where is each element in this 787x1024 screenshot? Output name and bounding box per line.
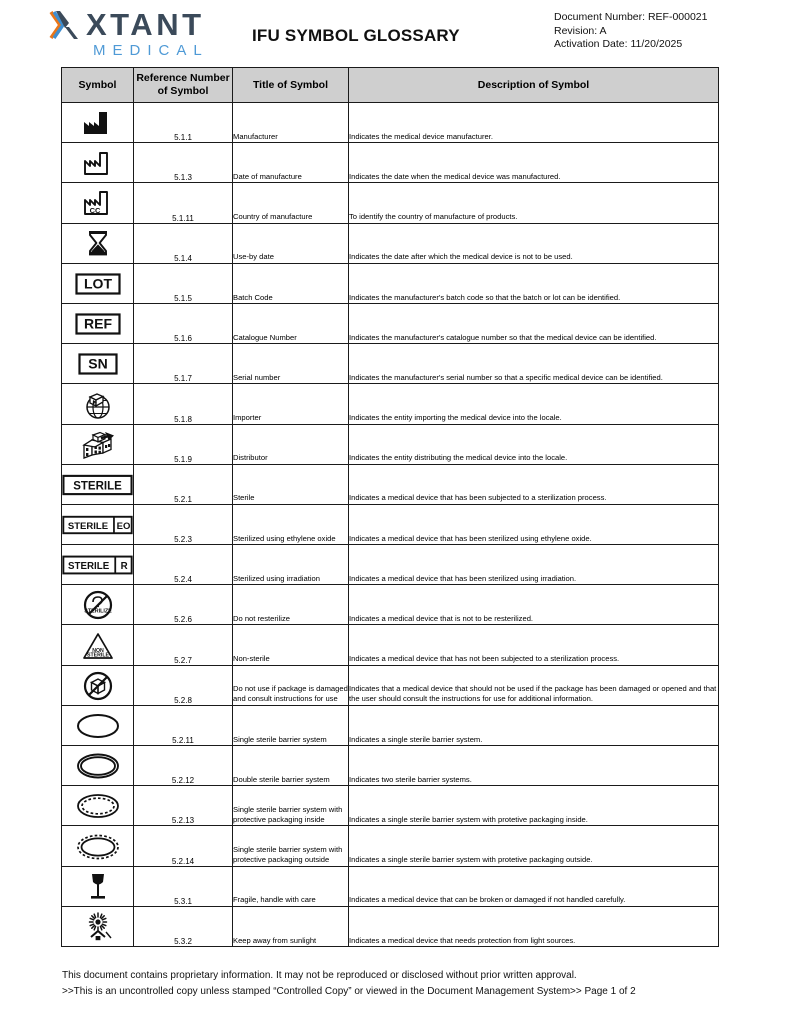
table-row [62, 826, 719, 866]
factory-cc-icon [62, 185, 133, 223]
cell-title: Batch Code [233, 263, 349, 303]
cell-title: Use-by date [233, 223, 349, 263]
svg-text:STERILIZE: STERILIZE [83, 608, 112, 615]
column-header-symbol: Symbol [62, 68, 134, 103]
cell-symbol [62, 103, 134, 143]
table-row [62, 866, 719, 906]
cell-symbol [62, 585, 134, 625]
cell-title: Double sterile barrier system [233, 746, 349, 786]
cell-description: Indicates two sterile barrier systems. [349, 746, 719, 786]
cell-symbol [62, 625, 134, 665]
cell-title: Single sterile barrier system with protective packaging inside [233, 786, 349, 826]
cell-symbol [62, 223, 134, 263]
cell-title: Sterilized using ethylene oxide [233, 504, 349, 544]
page-footer [62, 968, 742, 999]
cell-reference-number: 5.1.1 [134, 103, 233, 143]
table-row [62, 344, 719, 384]
xtant-medical-logo [49, 9, 259, 61]
svg-text:CC: CC [89, 205, 100, 215]
table-row [62, 424, 719, 464]
cell-symbol [62, 303, 134, 343]
svg-text:LOT: LOT [83, 275, 112, 292]
cell-title: Do not use if package is damaged and consult instructions for use [233, 665, 349, 705]
table-row [62, 705, 719, 745]
fragile-glass-icon [62, 868, 133, 906]
cell-reference-number: 5.1.6 [134, 303, 233, 343]
table-row [62, 906, 719, 946]
table-row [62, 464, 719, 504]
cell-symbol [62, 866, 134, 906]
cell-title: Non-sterile [233, 625, 349, 665]
table-row [62, 786, 719, 826]
hourglass-icon [62, 225, 133, 263]
logo-wordmark-text: XTANT [86, 7, 205, 42]
cell-reference-number: 5.1.7 [134, 344, 233, 384]
sterile-r-box-icon [62, 546, 133, 584]
svg-text:SN: SN [87, 355, 108, 372]
cell-description: To identify the country of manufacture of products. [349, 183, 719, 223]
svg-text:NON: NON [91, 647, 104, 654]
cell-description: Indicates the date when the medical device was manufactured. [349, 143, 719, 183]
factory-filled-icon [62, 104, 133, 142]
cell-symbol [62, 344, 134, 384]
cell-reference-number: 5.1.3 [134, 143, 233, 183]
table-row [62, 545, 719, 585]
cell-reference-number: 5.2.14 [134, 826, 233, 866]
cell-description: Indicates a medical device that can be broken or damaged if not handled carefully. [349, 866, 719, 906]
cell-title: Single sterile barrier system [233, 705, 349, 745]
cell-description: Indicates a medical device that has not been subjected to a sterilization process. [349, 625, 719, 665]
cell-description: Indicates the medical device manufacturer. [349, 103, 719, 143]
cell-description: Indicates a medical device that needs protection from light sources. [349, 906, 719, 946]
cell-reference-number: 5.2.13 [134, 786, 233, 826]
cell-description: Indicates a single sterile barrier system with protetive packaging outside. [349, 826, 719, 866]
svg-text:STERILE: STERILE [86, 652, 109, 659]
ref-box-icon [62, 305, 133, 343]
svg-text:STERILE: STERILE [68, 561, 110, 573]
cell-reference-number: 5.3.1 [134, 866, 233, 906]
cell-reference-number: 5.2.1 [134, 464, 233, 504]
logo-wordmark-row [49, 9, 205, 41]
document-meta [554, 11, 708, 52]
svg-text:STERILE: STERILE [73, 480, 122, 493]
cell-reference-number: 5.2.8 [134, 665, 233, 705]
distributor-building-icon [62, 426, 133, 464]
cell-symbol [62, 384, 134, 424]
table-row [62, 263, 719, 303]
cell-title: Single sterile barrier system with protective packaging outside [233, 826, 349, 866]
cell-title: Sterile [233, 464, 349, 504]
footer-proprietary-notice: This document contains proprietary information. It may not be reproduced or disclosed without prior written approval. [62, 970, 577, 981]
xtant-x-icon [49, 9, 85, 41]
logo-sub-text: MEDICAL [93, 42, 209, 59]
barrier-dashed-outside-icon [62, 828, 133, 866]
cell-title: Sterilized using irradiation [233, 545, 349, 585]
table-row [62, 103, 719, 143]
cell-reference-number: 5.3.2 [134, 906, 233, 946]
document-activation-date: Activation Date: 11/20/2025 [554, 38, 683, 51]
cell-symbol [62, 263, 134, 303]
table-body [62, 103, 719, 947]
cell-title: Date of manufacture [233, 143, 349, 183]
cell-symbol [62, 424, 134, 464]
page-header [0, 0, 787, 66]
cell-reference-number: 5.1.8 [134, 384, 233, 424]
table-row [62, 746, 719, 786]
cell-symbol [62, 906, 134, 946]
cell-description: Indicates a medical device that is not to be resterilized. [349, 585, 719, 625]
table-row [62, 384, 719, 424]
svg-text:EO: EO [116, 521, 131, 533]
cell-title: Distributor [233, 424, 349, 464]
non-sterile-triangle-icon [62, 627, 133, 665]
cell-title: Manufacturer [233, 103, 349, 143]
table-row [62, 303, 719, 343]
table-row [62, 143, 719, 183]
cell-reference-number: 5.2.12 [134, 746, 233, 786]
column-header-reference-number [134, 68, 233, 103]
cell-symbol [62, 786, 134, 826]
svg-text:REF: REF [83, 315, 112, 332]
cell-title: Catalogue Number [233, 303, 349, 343]
sn-box-icon [62, 345, 133, 383]
cell-symbol [62, 746, 134, 786]
cell-description: Indicates a single sterile barrier system. [349, 705, 719, 745]
cell-reference-number: 5.1.5 [134, 263, 233, 303]
cell-reference-number: 5.2.6 [134, 585, 233, 625]
cell-description: Indicates the manufacturer's batch code so that the batch or lot can be identified. [349, 263, 719, 303]
document-number: Document Number: REF-000021 [554, 11, 708, 23]
cell-reference-number: 5.1.9 [134, 424, 233, 464]
cell-description: Indicates the date after which the medical device is not to be used. [349, 223, 719, 263]
cell-title: Serial number [233, 344, 349, 384]
single-barrier-ellipse-icon [62, 707, 133, 745]
document-revision: Revision: A [554, 24, 607, 37]
cell-description: Indicates the manufacturer's serial number so that a specific medical device can be identified. [349, 344, 719, 384]
cell-reference-number: 5.2.4 [134, 545, 233, 585]
table-header-row [62, 68, 719, 103]
table-row [62, 585, 719, 625]
cell-symbol [62, 665, 134, 705]
cell-description: Indicates the manufacturer's catalogue number so that the medical device can be identified. [349, 303, 719, 343]
cell-reference-number: 5.2.3 [134, 504, 233, 544]
sterile-eo-box-icon [62, 506, 133, 544]
table-row [62, 504, 719, 544]
footer-controlled-copy-notice: >>This is an uncontrolled copy unless stamped “Controlled Copy” or viewed in the Document Management System>> Page 1 of 2 [62, 985, 636, 997]
cell-description: Indicates the entity distributing the medical device into the locale. [349, 424, 719, 464]
cell-description: Indicates the entity importing the medical device into the locale. [349, 384, 719, 424]
column-header-reference-line1: Reference Number [136, 72, 230, 84]
svg-text:STERILE: STERILE [67, 521, 109, 533]
cell-reference-number: 5.1.11 [134, 183, 233, 223]
cell-description: Indicates a medical device that has been sterilized using ethylene oxide. [349, 504, 719, 544]
double-barrier-ellipse-icon [62, 747, 133, 785]
importer-globe-icon [62, 386, 133, 424]
table-row [62, 625, 719, 665]
page-title: IFU SYMBOL GLOSSARY [252, 26, 460, 45]
cell-title: Importer [233, 384, 349, 424]
cell-symbol [62, 143, 134, 183]
cell-title: Do not resterilize [233, 585, 349, 625]
cell-symbol [62, 545, 134, 585]
cell-reference-number: 5.1.4 [134, 223, 233, 263]
column-header-reference-line2: of Symbol [157, 85, 209, 97]
do-not-resterilize-icon [62, 586, 133, 624]
cell-description: Indicates that a medical device that should not be used if the package has been damaged or opened and that the user should consult the instructions for use for additional information. [349, 665, 719, 705]
barrier-dashed-inside-icon [62, 787, 133, 825]
cell-description: Indicates a medical device that has been sterilized using irradiation. [349, 545, 719, 585]
cell-symbol [62, 464, 134, 504]
cell-title: Fragile, handle with care [233, 866, 349, 906]
svg-text:R: R [120, 561, 128, 573]
table-row [62, 665, 719, 705]
do-not-use-if-damaged-icon [62, 667, 133, 705]
table-row [62, 223, 719, 263]
sterile-box-icon [62, 466, 133, 504]
cell-symbol [62, 183, 134, 223]
keep-away-from-sunlight-icon [62, 908, 133, 946]
column-header-description: Description of Symbol [349, 68, 719, 103]
cell-reference-number: 5.2.7 [134, 625, 233, 665]
factory-outline-icon [62, 144, 133, 182]
column-header-title: Title of Symbol [233, 68, 349, 103]
cell-symbol [62, 504, 134, 544]
cell-reference-number: 5.2.11 [134, 705, 233, 745]
cell-title: Country of manufacture [233, 183, 349, 223]
cell-title: Keep away from sunlight [233, 906, 349, 946]
cell-symbol [62, 826, 134, 866]
cell-description: Indicates a single sterile barrier system with protetive packaging inside. [349, 786, 719, 826]
table-row [62, 183, 719, 223]
cell-symbol [62, 705, 134, 745]
lot-box-icon [62, 265, 133, 303]
cell-description: Indicates a medical device that has been subjected to a sterilization process. [349, 464, 719, 504]
symbol-glossary-table [61, 67, 719, 947]
